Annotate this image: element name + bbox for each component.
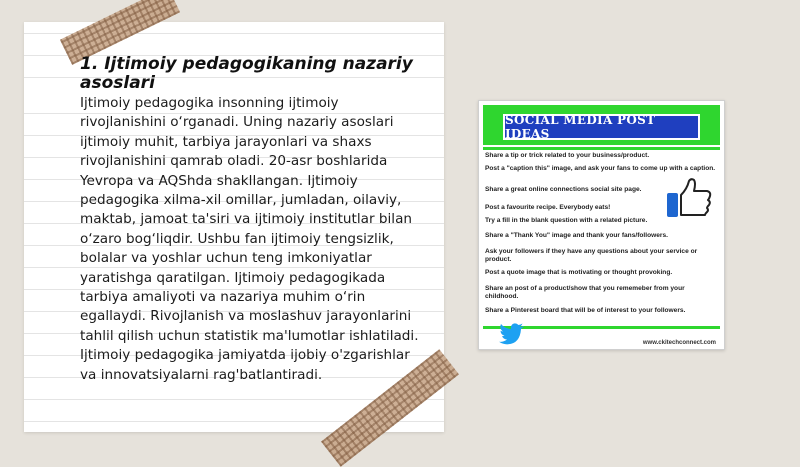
twitter-bird-icon xyxy=(499,323,525,345)
poster-title: SOCIAL MEDIA POST IDEAS xyxy=(503,114,700,140)
slide-heading: 1. Ijtimoiy pedagogikaning nazariy asoslari xyxy=(80,54,413,93)
poster-idea: Share a great online connections social site page. xyxy=(485,186,642,193)
social-media-poster-image xyxy=(478,100,725,350)
poster-idea: Post a favourite recipe. Everybody eats! xyxy=(485,204,611,211)
poster-idea: Post a quote image that is motivating or thought provoking. xyxy=(485,269,673,276)
poster-idea: Ask your followers if they have any questions about your service or product. xyxy=(485,248,698,263)
slide-body-text: Ijtimoiy pedagogika insonning ijtimoiy rivojlanishini o‘rganadi. Uning nazariy asoslari ijtimoiy muhit, tarbiya jarayonlari va shaxs rivojlanishini qamrab oladi. 20-asr boshlarida Yevropa va AQShda shakllangan. Ijtimoiy pedagogika xilma-xil omillar, jumladan, oilaviy, maktab, jamoat ta'siri va ijtimoiy institutlar bilan o‘zaro bog‘liqdir. Ushbu fan ijtimoiy tengsizlik, bolalar va yoshlar uchun teng imkoniyatlar yaratishga qaratilgan. Ijtimoiy pedagogikada tarbiya amaliyoti va nazariya muhim o‘rin egallaydi. Rivojlanish va moslashuv jarayonlarini tahlil qilish uchun statistik ma'lumotlar ishlatiladi. Ijtimoiy pedagogika jamiyatda ijobiy o'zgarishlar va innovatsiyalarni rag'batlantiradi. xyxy=(80,95,419,383)
poster-banner xyxy=(483,105,720,145)
poster-divider-top xyxy=(483,147,720,150)
poster-idea: Share a "Thank You" image and thank your fans/followers. xyxy=(485,232,668,239)
poster-idea: Share a tip or trick related to your business/product. xyxy=(485,152,650,159)
thumbs-up-icon xyxy=(665,177,713,219)
poster-idea: Try a fill in the blank question with a related picture. xyxy=(485,217,648,224)
poster-idea: Share a Pinterest board that will be of interest to your followers. xyxy=(485,307,686,314)
poster-footer-url: www.ckitechconnect.com xyxy=(642,340,716,346)
poster-idea: Post a "caption this" image, and ask your fans to come up with a caption. xyxy=(485,165,716,172)
poster-idea: Share an post of a product/show that you rememeber from your childhood. xyxy=(485,285,685,300)
